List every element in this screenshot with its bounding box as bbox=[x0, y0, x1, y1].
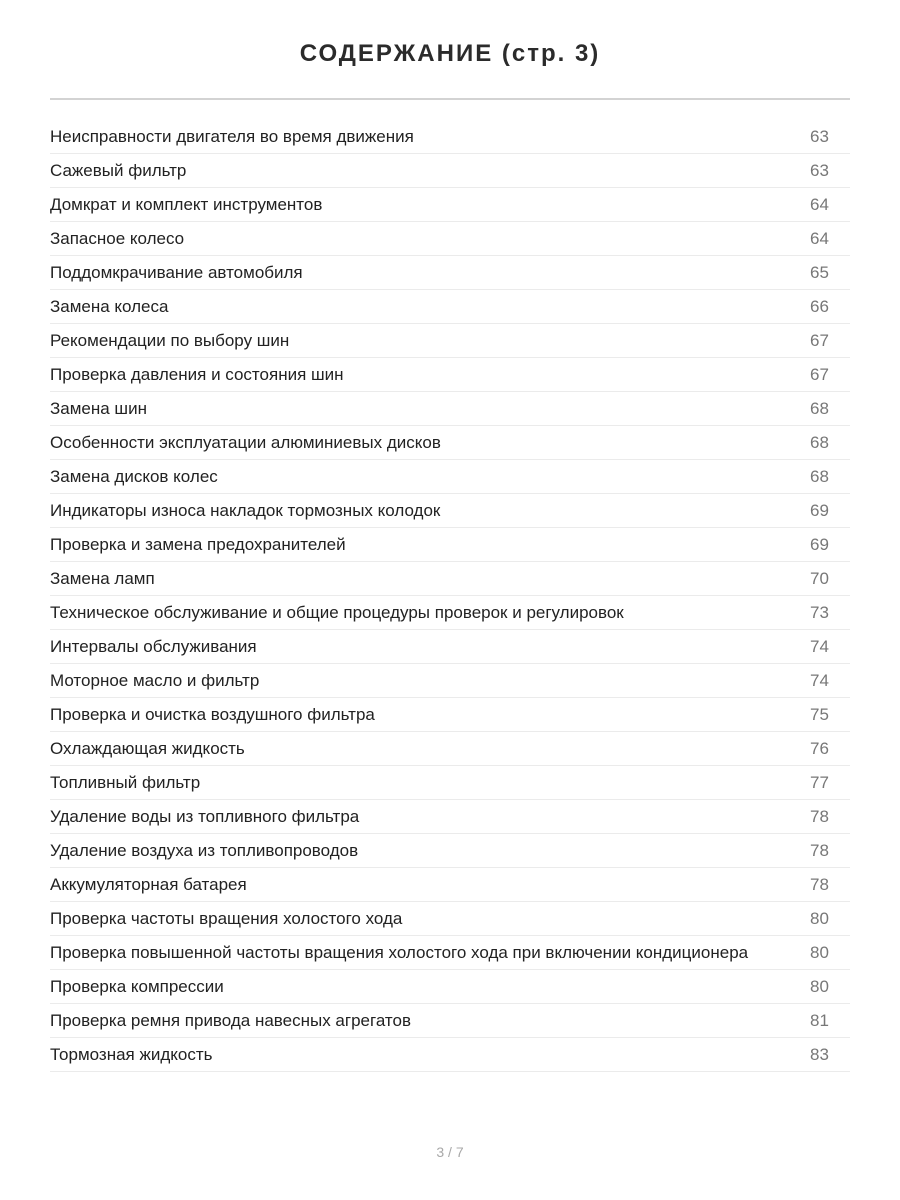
toc-entry-title: Проверка повышенной частоты вращения холостого хода при включении кондиционера bbox=[50, 943, 749, 962]
toc-entry[interactable] bbox=[50, 460, 850, 494]
toc-entry-page: 78 bbox=[810, 841, 829, 860]
toc-entry-page: 78 bbox=[810, 807, 829, 826]
toc-entry[interactable] bbox=[50, 630, 850, 664]
toc-entry-title: Проверка давления и состояния шин bbox=[50, 365, 344, 384]
toc-entry[interactable] bbox=[50, 358, 850, 392]
toc-entry-page: 83 bbox=[810, 1045, 829, 1064]
toc-entry-page: 67 bbox=[810, 331, 829, 350]
toc-entry[interactable] bbox=[50, 902, 850, 936]
toc-list bbox=[50, 120, 850, 1072]
toc-entry-page: 68 bbox=[810, 399, 829, 418]
toc-entry[interactable] bbox=[50, 188, 850, 222]
toc-entry-title: Аккумуляторная батарея bbox=[50, 875, 247, 894]
page-title: СОДЕРЖАНИЕ (стр. 3) bbox=[299, 40, 601, 67]
toc-entry[interactable] bbox=[50, 698, 850, 732]
toc-entry[interactable] bbox=[50, 936, 850, 970]
toc-entry-page: 65 bbox=[810, 263, 829, 282]
toc-entry-page: 67 bbox=[810, 365, 829, 384]
toc-entry-page: 77 bbox=[810, 773, 829, 792]
title-divider bbox=[50, 98, 850, 100]
toc-entry-title: Сажевый фильтр bbox=[50, 161, 187, 180]
toc-entry-title: Удаление воздуха из топливопроводов bbox=[50, 841, 359, 860]
toc-entry-title: Рекомендации по выбору шин bbox=[50, 331, 290, 350]
toc-entry-title: Проверка ремня привода навесных агрегатов bbox=[50, 1011, 411, 1030]
toc-entry-title: Замена дисков колес bbox=[50, 467, 218, 486]
toc-entry[interactable] bbox=[50, 494, 850, 528]
toc-entry-title: Домкрат и комплект инструментов bbox=[50, 195, 323, 214]
toc-entry-page: 68 bbox=[810, 467, 829, 486]
toc-entry-title: Проверка и замена предохранителей bbox=[50, 535, 346, 554]
toc-entry-page: 80 bbox=[810, 943, 829, 962]
toc-entry-title: Проверка частоты вращения холостого хода bbox=[50, 909, 403, 928]
toc-entry-page: 76 bbox=[810, 739, 829, 758]
toc-entry-title: Интервалы обслуживания bbox=[50, 637, 257, 656]
toc-entry-title: Особенности эксплуатации алюминиевых дисков bbox=[50, 433, 441, 452]
toc-entry[interactable] bbox=[50, 834, 850, 868]
toc-entry-page: 63 bbox=[810, 127, 829, 146]
toc-entry[interactable] bbox=[50, 664, 850, 698]
toc-entry-title: Запасное колесо bbox=[50, 229, 185, 248]
toc-entry-title: Замена шин bbox=[50, 399, 147, 418]
toc-entry-page: 69 bbox=[810, 501, 829, 520]
toc-entry[interactable] bbox=[50, 120, 850, 154]
toc-entry-page: 73 bbox=[810, 603, 829, 622]
toc-entry-page: 80 bbox=[810, 977, 829, 996]
toc-entry[interactable] bbox=[50, 222, 850, 256]
toc-entry-page: 68 bbox=[810, 433, 829, 452]
toc-entry[interactable] bbox=[50, 154, 850, 188]
toc-entry[interactable] bbox=[50, 290, 850, 324]
toc-entry[interactable] bbox=[50, 426, 850, 460]
toc-entry-page: 69 bbox=[810, 535, 829, 554]
toc-entry-page: 74 bbox=[810, 637, 829, 656]
toc-entry[interactable] bbox=[50, 732, 850, 766]
toc-entry-page: 80 bbox=[810, 909, 829, 928]
toc-entry-title: Тормозная жидкость bbox=[50, 1045, 213, 1064]
toc-entry-title: Охлаждающая жидкость bbox=[50, 739, 245, 758]
toc-entry-page: 74 bbox=[810, 671, 829, 690]
toc-entry[interactable] bbox=[50, 970, 850, 1004]
toc-entry[interactable] bbox=[50, 868, 850, 902]
toc-entry-title: Моторное масло и фильтр bbox=[50, 671, 260, 690]
toc-entry-title: Проверка и очистка воздушного фильтра bbox=[50, 705, 375, 724]
toc-entry-page: 64 bbox=[810, 195, 829, 214]
toc-entry-title: Замена ламп bbox=[50, 569, 155, 588]
toc-entry[interactable] bbox=[50, 528, 850, 562]
toc-entry[interactable] bbox=[50, 800, 850, 834]
toc-entry-page: 66 bbox=[810, 297, 829, 316]
toc-entry[interactable] bbox=[50, 1038, 850, 1072]
toc-entry[interactable] bbox=[50, 256, 850, 290]
toc-entry-page: 75 bbox=[810, 705, 829, 724]
page-indicator: 3 / 7 bbox=[436, 1144, 464, 1160]
toc-entry-page: 63 bbox=[810, 161, 829, 180]
toc-entry-page: 78 bbox=[810, 875, 829, 894]
toc-entry[interactable] bbox=[50, 1004, 850, 1038]
toc-entry-title: Проверка компрессии bbox=[50, 977, 224, 996]
toc-entry-title: Неисправности двигателя во время движения bbox=[50, 127, 414, 146]
toc-entry-title: Удаление воды из топливного фильтра bbox=[50, 807, 360, 826]
toc-entry-title: Замена колеса bbox=[50, 297, 169, 316]
toc-entry-title: Индикаторы износа накладок тормозных колодок bbox=[50, 501, 441, 520]
toc-entry-title: Поддомкрачивание автомобиля bbox=[50, 263, 303, 282]
toc-entry[interactable] bbox=[50, 392, 850, 426]
toc-entry-page: 81 bbox=[810, 1011, 829, 1030]
toc-entry[interactable] bbox=[50, 324, 850, 358]
toc-entry-title: Топливный фильтр bbox=[50, 773, 201, 792]
toc-entry[interactable] bbox=[50, 766, 850, 800]
toc-entry[interactable] bbox=[50, 562, 850, 596]
toc-entry-page: 64 bbox=[810, 229, 829, 248]
toc-entry-page: 70 bbox=[810, 569, 829, 588]
toc-entry-title: Техническое обслуживание и общие процедуры проверок и регулировок bbox=[50, 603, 624, 622]
toc-entry[interactable] bbox=[50, 596, 850, 630]
